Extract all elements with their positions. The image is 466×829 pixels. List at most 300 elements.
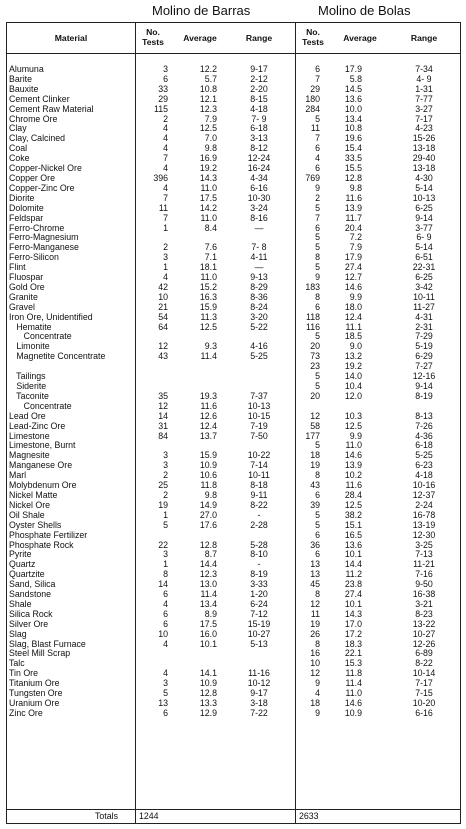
ball-range-cell: 6-18 [415,440,433,451]
rod-average-cell: 12.2 [199,64,217,74]
material-cell: Chrome Ore [9,113,58,124]
ball-range-cell: 13-22 [412,618,436,629]
table-row [7,362,460,372]
ball-tests-cell: 5 [315,232,320,243]
table-row [7,531,460,541]
ball-range-cell: 7-13 [415,549,433,560]
ball-tests-cell: 58 [310,420,320,431]
ball-tests-cell: 6 [315,163,320,174]
ball-average-cell: 19.2 [344,361,362,372]
ball-tests-cell: 6 [315,222,320,233]
rod-average-cell: 11.6 [200,400,217,411]
ball-average-cell: 13.9 [344,460,362,471]
ball-tests-cell: 5 [315,113,320,124]
rod-range-cell: 5-28 [250,539,268,550]
rod-range-cell: 8-36 [250,291,268,302]
ball-range-cell: 7-29 [415,331,433,342]
rod-average-cell: 14.1 [199,668,217,679]
rod-tests-cell: 2 [163,242,168,253]
ball-average-cell: 10.1 [344,598,362,609]
ball-range-cell: 10-27 [412,628,436,639]
material-cell: Lead Ore [9,410,46,421]
ball-average-cell: 11.6 [345,192,362,203]
material-cell: Sand, Silica [9,579,56,590]
rod-average-cell: 12.5 [199,123,217,134]
ball-tests-cell: 9 [315,182,320,193]
material-cell: Marl [9,470,27,481]
rod-average-cell: 12.3 [199,569,217,580]
table-row [7,65,460,75]
material-cell: Coke [9,153,30,164]
ball-range-cell: 10-13 [412,192,436,203]
ball-tests-cell: 8 [315,291,320,302]
ball-tests-cell: 11 [310,608,320,619]
ball-range-cell: 4-18 [415,470,433,481]
ball-range-cell: 15-26 [412,133,436,144]
ball-average-cell: 15.3 [344,658,362,669]
rod-range-cell: 2-20 [250,83,268,94]
ball-tests-cell: 7 [315,133,320,144]
header-ball-tests: No. Tests [302,27,324,47]
table-row [7,75,460,85]
ball-average-cell: 9.8 [349,182,362,193]
rod-range-cell: 9-13 [250,272,268,283]
rod-tests-cell: 4 [163,272,168,283]
rod-tests-cell: 33 [158,83,168,94]
ball-average-cell: 9.0 [349,341,362,352]
ball-average-cell: 27.4 [344,589,362,600]
ball-average-cell: 12.0 [344,390,362,401]
rod-average-cell: 10.1 [199,638,217,649]
rod-average-cell: 7.9 [204,113,217,124]
material-cell: Manganese Ore [9,460,73,471]
ball-tests-cell: 73 [310,351,320,362]
ball-range-cell: 6-25 [415,202,433,213]
rod-average-cell: 14.3 [199,172,217,183]
rod-tests-cell: 10 [158,628,168,639]
table-row [7,293,460,303]
ball-average-cell: 12.5 [344,420,362,431]
rod-average-cell: 11.8 [200,480,217,491]
rod-average-cell: 10.8 [199,83,217,94]
ball-range-cell: 22-31 [412,262,436,273]
table-row [7,699,460,709]
rod-tests-cell: 2 [163,489,168,500]
material-cell: Alumuna [9,64,44,74]
ball-tests-cell: 8 [315,252,320,263]
ball-tests-cell: 9 [315,707,320,718]
table-row [7,352,460,362]
table-row [7,263,460,273]
rod-tests-cell: 35 [158,390,168,401]
ball-average-cell: 14.0 [344,371,362,382]
material-cell: Nickel Matte [9,489,58,500]
material-cell: Concentrate [9,331,72,342]
rod-tests-cell: 14 [158,579,168,590]
rod-range-cell: 7-50 [250,430,268,441]
rod-average-cell: 10.6 [199,470,217,481]
material-cell: Gold Ore [9,281,45,292]
rod-average-cell: 13.7 [199,430,217,441]
table-row [7,649,460,659]
table-row [7,422,460,432]
ball-tests-cell: 29 [310,83,320,94]
rod-average-cell: 15.9 [199,450,217,461]
ball-tests-cell: 5 [315,519,320,530]
table-row [7,105,460,115]
rod-range-cell: 6-24 [250,598,268,609]
rod-tests-cell: 7 [163,153,168,164]
ball-mill-title: Molino de Bolas [318,3,411,18]
ball-range-cell: 1-31 [415,83,433,94]
table-row [7,243,460,253]
material-cell: Tungsten Ore [9,688,63,699]
ball-range-cell: 9-50 [415,579,433,590]
ball-range-cell: 6-29 [415,351,433,362]
rod-tests-cell: 396 [153,172,168,183]
ball-average-cell: 27.4 [344,262,362,273]
ball-average-cell: 11.4 [345,678,362,689]
material-cell: Bauxite [9,83,39,94]
material-cell: Silver Ore [9,618,49,629]
ball-average-cell: 10.3 [344,410,362,421]
rod-average-cell: 8.9 [204,608,217,619]
rod-average-cell: 14.2 [199,202,217,213]
ball-average-cell: 11.0 [345,440,362,451]
ball-range-cell: 6-16 [415,707,433,718]
table-row [7,640,460,650]
ball-tests-cell: 6 [315,143,320,154]
ball-range-cell: 9-14 [415,212,433,223]
rod-average-cell: 8.7 [204,549,217,560]
material-cell: Feldspar [9,212,44,223]
work-index-table [6,22,461,824]
ball-range-cell: 13-18 [412,163,436,174]
rod-tests-cell: 13 [158,698,168,708]
material-cell: Coal [9,143,28,154]
ball-average-cell: 13.4 [344,113,362,124]
table-row [7,511,460,521]
rod-range-cell: 7-37 [250,390,268,401]
ball-tests-cell: 12 [310,668,320,679]
rod-average-cell: 11.3 [200,311,217,322]
ball-tests-cell: 6 [315,301,320,312]
table-row [7,283,460,293]
rod-range-cell: 10-22 [247,450,271,461]
table-row [7,491,460,501]
rod-range-cell: - [257,509,261,520]
rod-average-cell: 12.8 [199,688,217,699]
material-cell: Limestone, Burnt [9,440,76,451]
ball-range-cell: 7-27 [415,361,433,372]
table-row [7,600,460,610]
rod-average-cell: 9.3 [204,341,217,352]
rod-range-cell: 5-25 [250,351,268,362]
ball-average-cell: 11.0 [345,688,362,699]
ball-tests-cell: 19 [310,618,320,629]
rod-range-cell: 6-16 [250,182,268,193]
header-material: Material [54,33,88,43]
ball-tests-cell: 36 [310,539,320,550]
rod-range-cell: 7-22 [250,707,268,718]
rod-tests-cell: 8 [163,569,168,580]
ball-range-cell: 6-51 [415,252,433,263]
ball-range-cell: 4-30 [415,172,433,183]
table-row [7,541,460,551]
ball-tests-cell: 7 [315,73,320,84]
rod-range-cell: 10-12 [247,678,271,689]
rod-average-cell: 7.1 [204,252,217,263]
ball-average-cell: 13.6 [344,93,362,104]
ball-tests-cell: 118 [305,311,320,322]
ball-range-cell: 7-17 [415,113,433,124]
ball-average-cell: 15.5 [344,163,362,174]
rod-average-cell: 15.9 [199,301,217,312]
rod-range-cell: 4-11 [250,252,268,263]
rod-average-cell: 17.5 [199,618,217,629]
material-cell: Granite [9,291,38,302]
rod-average-cell: 7.6 [204,242,217,253]
rod-tests-cell: 3 [163,450,168,461]
rod-average-cell: 12.8 [199,539,217,550]
table-row [7,313,460,323]
rod-average-cell: 17.5 [199,192,217,203]
rod-range-cell: 7-12 [250,608,268,619]
table-row [7,610,460,620]
material-cell: Pyrite [9,549,32,560]
ball-tests-cell: 8 [315,470,320,481]
table-row [7,214,460,224]
ball-average-cell: 17.2 [344,628,362,639]
ball-average-cell: 38.2 [344,509,362,520]
table-row [7,709,460,719]
rod-range-cell: 12-24 [247,153,271,164]
ball-average-cell: 17.9 [344,64,362,74]
ball-average-cell: 9.9 [349,291,362,302]
table-row [7,184,460,194]
rod-average-cell: 12.3 [199,103,217,114]
ball-tests-cell: 26 [310,628,320,639]
material-cell: Oyster Shells [9,519,62,530]
material-cell: Ferro-Silicon [9,252,59,263]
table-row [7,570,460,580]
material-cell: Iron Ore, Unidentified [9,311,93,322]
header-rod-range: Range [245,33,273,43]
ball-total-tests: 2633 [299,811,319,821]
ball-average-cell: 10.2 [344,470,362,481]
rod-mill-title: Molino de Barras [152,3,251,18]
material-cell: Magnetite Concentrate [9,351,106,362]
material-cell: Zinc Ore [9,707,43,718]
ball-range-cell: 3-42 [415,281,433,292]
ball-tests-cell: 5 [315,262,320,273]
rod-range-cell: 5-13 [250,638,268,649]
material-cell: Talc [9,658,25,669]
ball-tests-cell: 39 [310,499,320,510]
table-row [7,323,460,333]
rod-range-cell: 8-22 [250,499,268,510]
material-cell: Slag [9,628,27,639]
ball-average-cell: 19.6 [344,133,362,144]
ball-average-cell: 14.4 [344,559,362,570]
ball-range-cell: 4- 9 [416,73,432,84]
rod-average-cell: 16.3 [199,291,217,302]
ball-tests-cell: 9 [315,272,320,283]
ball-range-cell: 10-20 [412,698,436,708]
rod-tests-cell: 4 [163,598,168,609]
header-ball-average: Average [343,33,377,43]
rod-tests-cell: 1 [163,222,168,233]
table-header [7,23,460,54]
ball-range-cell: 5-19 [415,341,433,352]
material-cell: Sandstone [9,589,52,600]
material-cell: Shale [9,598,32,609]
rod-range-cell: 10-11 [248,470,270,481]
rod-tests-cell: 4 [163,668,168,679]
rod-range-cell: 7-14 [250,460,268,471]
rod-tests-cell: 14 [158,410,168,421]
ball-range-cell: 6-89 [415,648,433,659]
material-cell: Cement Clinker [9,93,70,104]
ball-average-cell: 13.6 [344,539,362,550]
material-cell: Molybdenum Ore [9,480,77,491]
rod-range-cell: 8-19 [250,569,268,580]
table-row [7,550,460,560]
rod-average-cell: 14.9 [199,499,217,510]
ball-range-cell: 5-25 [415,450,433,461]
rod-tests-cell: 1 [163,559,168,570]
ball-average-cell: 18.3 [344,638,362,649]
ball-range-cell: 8-19 [415,390,433,401]
header-rod-tests: No. Tests [142,27,164,47]
ball-tests-cell: 284 [305,103,320,114]
material-cell: Clay [9,123,27,134]
ball-tests-cell: 4 [315,153,320,164]
ball-range-cell: 29-40 [412,153,436,164]
material-cell: Limonite [9,341,50,352]
material-cell: Limestone [9,430,50,441]
rod-average-cell: 8.4 [204,222,217,233]
ball-average-cell: 10.8 [344,123,362,134]
ball-average-cell: 11.2 [345,569,362,580]
rod-tests-cell: 31 [158,420,168,431]
table-row [7,253,460,263]
material-cell: Phosphate Fertilizer [9,529,88,540]
ball-range-cell: 6-25 [415,272,433,283]
rod-range-cell: 8-12 [250,143,268,154]
rod-range-cell: 10-15 [247,410,271,421]
rod-average-cell: 13.4 [199,598,217,609]
material-cell: Ferro-Chrome [9,222,65,233]
rod-range-cell: 3-13 [250,133,268,144]
ball-average-cell: 23.8 [344,579,362,590]
rod-average-cell: 18.1 [199,262,217,273]
table-row [7,85,460,95]
rod-average-cell: 13.3 [199,698,217,708]
material-cell: Steel Mill Scrap [9,648,71,659]
ball-range-cell: 2-31 [415,321,433,332]
ball-tests-cell: 6 [315,549,320,560]
rod-average-cell: 27.0 [199,509,217,520]
rod-average-cell: 9.8 [204,143,217,154]
material-cell: Flint [9,262,26,273]
rod-range-cell: 3-20 [250,311,268,322]
ball-range-cell: 10-14 [412,668,436,679]
material-cell: Concentrate [9,400,72,411]
material-cell: Quartz [9,559,36,570]
rod-range-cell: 7-19 [250,420,268,431]
material-cell: Dolomite [9,202,44,213]
table-row [7,194,460,204]
rod-range-cell: — [254,222,264,233]
rod-average-cell: 9.8 [204,489,217,500]
material-cell: Titanium Ore [9,678,60,689]
rod-tests-cell: 42 [158,281,168,292]
rod-average-cell: 5.7 [204,73,217,84]
material-cell: Hematite [9,321,52,332]
ball-average-cell: 17.0 [344,618,362,629]
ball-average-cell: 13.9 [344,202,362,213]
ball-tests-cell: 8 [315,589,320,600]
rod-tests-cell: 3 [163,460,168,471]
ball-average-cell: 10.4 [344,381,362,391]
rod-range-cell: 10-27 [247,628,271,639]
rod-tests-cell: 3 [163,64,168,74]
ball-range-cell: 5-14 [415,182,433,193]
ball-tests-cell: 5 [315,331,320,342]
totals-row [7,809,460,823]
rod-tests-cell: 21 [158,301,168,312]
rod-tests-cell: 2 [163,113,168,124]
rod-tests-cell: 6 [163,618,168,629]
ball-tests-cell: 43 [310,480,320,491]
ball-tests-cell: 6 [315,64,320,74]
material-cell: Taconite [9,390,49,401]
ball-average-cell: 9.9 [349,430,362,441]
ball-range-cell: 11-21 [413,559,435,570]
ball-tests-cell: 5 [315,440,320,451]
rod-range-cell: 3-33 [250,579,268,590]
rod-range-cell: 4-18 [250,103,268,114]
rod-range-cell: 10-30 [247,192,271,203]
ball-range-cell: 16-78 [412,509,436,520]
ball-average-cell: 20.4 [344,222,362,233]
material-cell: Quartzite [9,569,45,580]
ball-average-cell: 7.2 [349,232,362,243]
ball-tests-cell: 177 [305,430,320,441]
rod-range-cell: 1-20 [250,589,268,600]
ball-average-cell: 14.6 [344,698,362,708]
rod-range-cell: - [257,559,261,570]
ball-average-cell: 12.7 [344,272,362,283]
ball-range-cell: 12-16 [412,371,436,382]
rod-range-cell: 8-15 [250,93,268,104]
ball-average-cell: 11.1 [345,321,362,332]
ball-tests-cell: 45 [310,579,320,590]
ball-average-cell: 14.3 [344,608,362,619]
rod-average-cell: 12.9 [199,707,217,718]
rod-tests-cell: 6 [163,608,168,619]
rod-range-cell: 9-11 [250,489,268,500]
ball-average-cell: 28.4 [344,489,362,500]
ball-range-cell: 4-31 [415,311,433,322]
rod-tests-cell: 19 [158,499,168,510]
ball-tests-cell: 19 [310,460,320,471]
rod-range-cell: 3-24 [250,202,268,213]
header-rod-average: Average [183,33,217,43]
rod-range-cell: 6-18 [250,123,268,134]
ball-range-cell: 7-16 [415,569,433,580]
